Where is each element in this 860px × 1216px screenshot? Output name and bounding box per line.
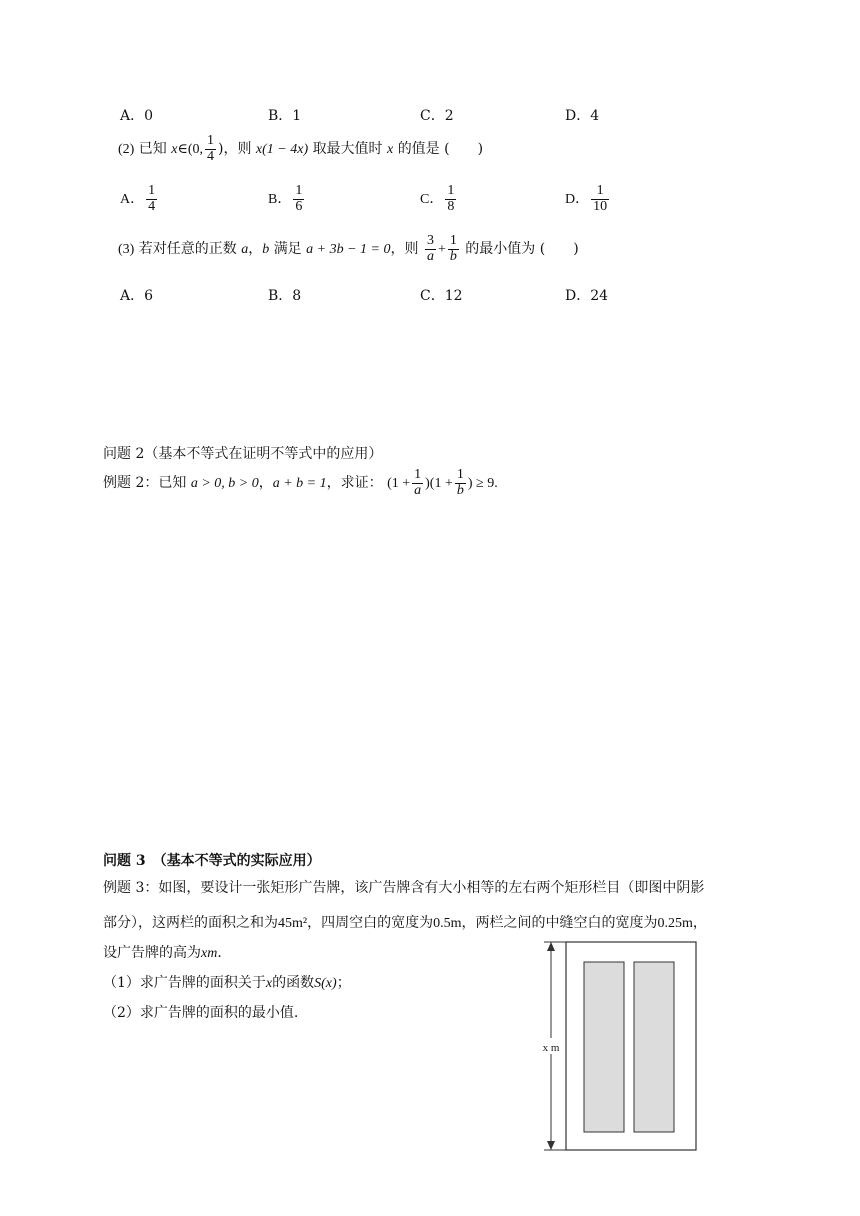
problem3-line2: 部分），这两栏的面积之和为45m²，四周空白的宽度为0.5m，两栏之间的中缝空白的宽度为0.25m，: [103, 915, 707, 931]
arrow-up-icon: [547, 942, 555, 951]
q3-option-d: D．24: [565, 288, 609, 304]
q2-option-c: C． $\frac{1}{8}$: [420, 183, 455, 214]
q1-option-b: B．1: [268, 108, 302, 124]
problem3-question2: （2）求广告牌的面积的最小值.: [103, 1005, 299, 1021]
q1-option-c: C．2: [420, 108, 454, 124]
q1-option-a: A．0: [120, 108, 154, 124]
q1-option-d: D．4: [565, 108, 600, 124]
left-column: [584, 962, 624, 1132]
q3-option-a: A．6: [120, 288, 154, 304]
q2-option-a: A． $\frac{1}{4}$: [120, 183, 156, 214]
q2-option-d: D． $\frac{1}{10}$: [565, 183, 608, 214]
problem3-heading: 问题 3 （基本不等式的实际应用）: [103, 853, 321, 869]
problem3-question1: （1）求广告牌的面积关于x的函数S(x)；: [103, 975, 351, 991]
problem3-line1: 例题 3：如图，要设计一张矩形广告牌，该广告牌含有大小相等的左右两个矩形栏目（即图中阴影: [103, 880, 705, 896]
height-label: x m: [542, 1042, 560, 1054]
problem2-example: 例题 2：已知 a > 0, b > 0，a + b = 1，求证： (1 + $\frac{1}{a}$ )(1 + $\frac{1}{b}$ ) ≥ 9.: [103, 467, 498, 498]
arrow-down-icon: [547, 1141, 555, 1150]
q3-stem: (3) 若对任意的正数 a，b 满足 a + 3b − 1 = 0，则 $\frac{3}{a}$ + $\frac{1}{b}$ 的最小值为 ( ): [118, 233, 579, 264]
problem2-heading: 问题 2（基本不等式在证明不等式中的应用）: [103, 446, 383, 462]
q3-option-c: C．12: [420, 288, 463, 304]
q2-stem: (2) 已知 x∈(0, $\frac{1}{4}$ )，则 x(1 − 4x) 取最大值时 x 的值是 ( ): [118, 133, 484, 164]
billboard-figure: [530, 938, 710, 1158]
q2-option-b: B． $\frac{1}{6}$: [268, 183, 303, 214]
q3-option-b: B．8: [268, 288, 302, 304]
q2-fraction: $\frac{1}{4}$: [206, 133, 214, 164]
right-column: [634, 962, 674, 1132]
problem3-line3: 设广告牌的高为xm．: [103, 945, 232, 961]
